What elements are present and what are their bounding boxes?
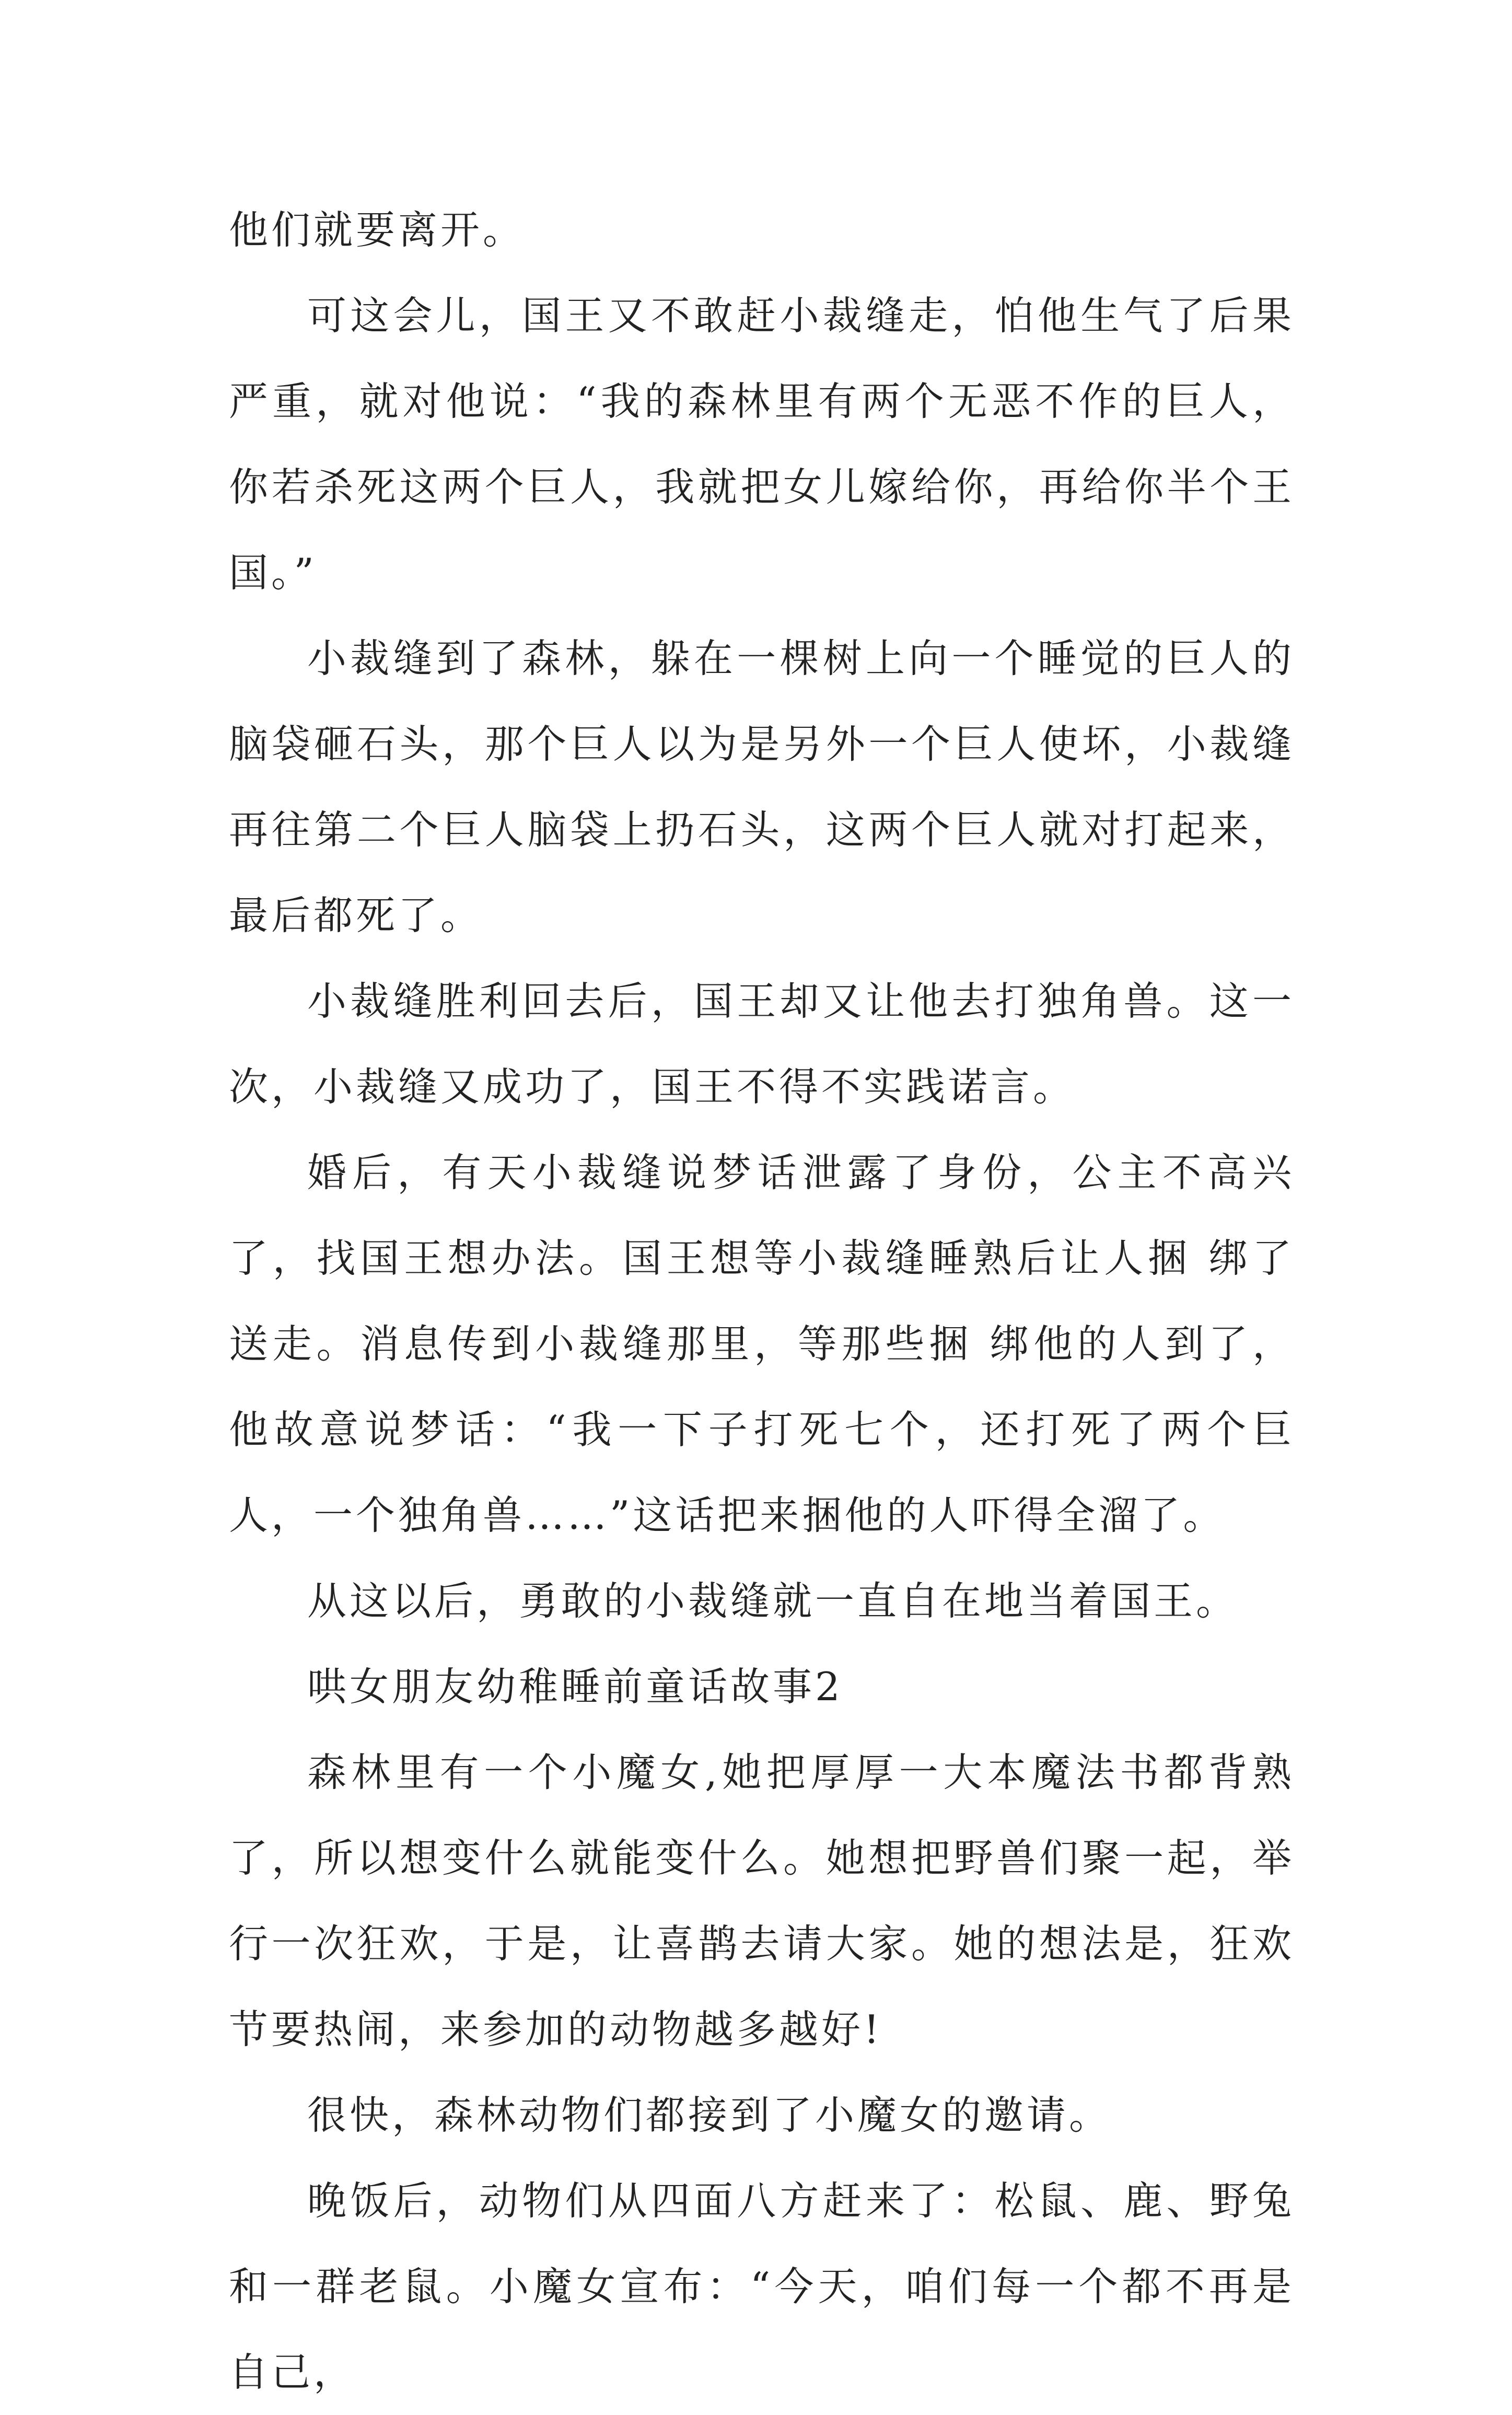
paragraph-9: 晚饭后，动物们从四面八方赶来了：松鼠、鹿、野兔和一群老鼠。小魔女宣布：“今天，咱们每一个都不再是自己， xyxy=(229,2178,1295,2395)
paragraph-6: 从这以后，勇敢的小裁缝就一直自在地当着国王。 xyxy=(307,1578,1239,1624)
paragraph-7: 森林里有一个小魔女,她把厚厚一大本魔法书都背熟了，所以想变什么就能变什么。她想把野兽们聚一起，举行一次狂欢，于是，让喜鹊去请大家。她的想法是，狂欢节要热闹，来参加的动物越多越好! xyxy=(229,1749,1295,2052)
paragraph-1: 他们就要离开。 xyxy=(229,207,526,253)
section-heading: 哄女朋友幼稚睡前童话故事2 xyxy=(307,1664,843,1710)
paragraph-2: 可这会儿，国王又不敢赶小裁缝走，怕他生气了后果严重，就对他说：“我的森林里有两个无恶不作的巨人，你若杀死这两个巨人，我就把女儿嫁给你，再给你半个王国。” xyxy=(229,293,1295,596)
paragraph-8: 很快，森林动物们都接到了小魔女的邀请。 xyxy=(307,2092,1112,2138)
paragraph-5: 婚后，有天小裁缝说梦话泄露了身份，公主不高兴了，找国王想办法。国王想等小裁缝睡熟后让人捆 绑了送走。消息传到小裁缝那里，等那些捆 绑他的人到了，他故意说梦话：“我一下子打死七个，还打死了两个巨人，一个独角兽……”这话把来捆他的人吓得全溜了。 xyxy=(229,1150,1295,1538)
paragraph-3: 小裁缝到了森林，躲在一棵树上向一个睡觉的巨人的脑袋砸石头，那个巨人以为是另外一个巨人使坏，小裁缝再往第二个巨人脑袋上扔石头，这两个巨人就对打起来，最后都死了。 xyxy=(229,635,1295,938)
paragraph-4: 小裁缝胜利回去后，国王却又让他去打独角兽。这一次，小裁缝又成功了，国王不得不实践诺言。 xyxy=(229,978,1295,1110)
document-body xyxy=(229,187,1295,2415)
